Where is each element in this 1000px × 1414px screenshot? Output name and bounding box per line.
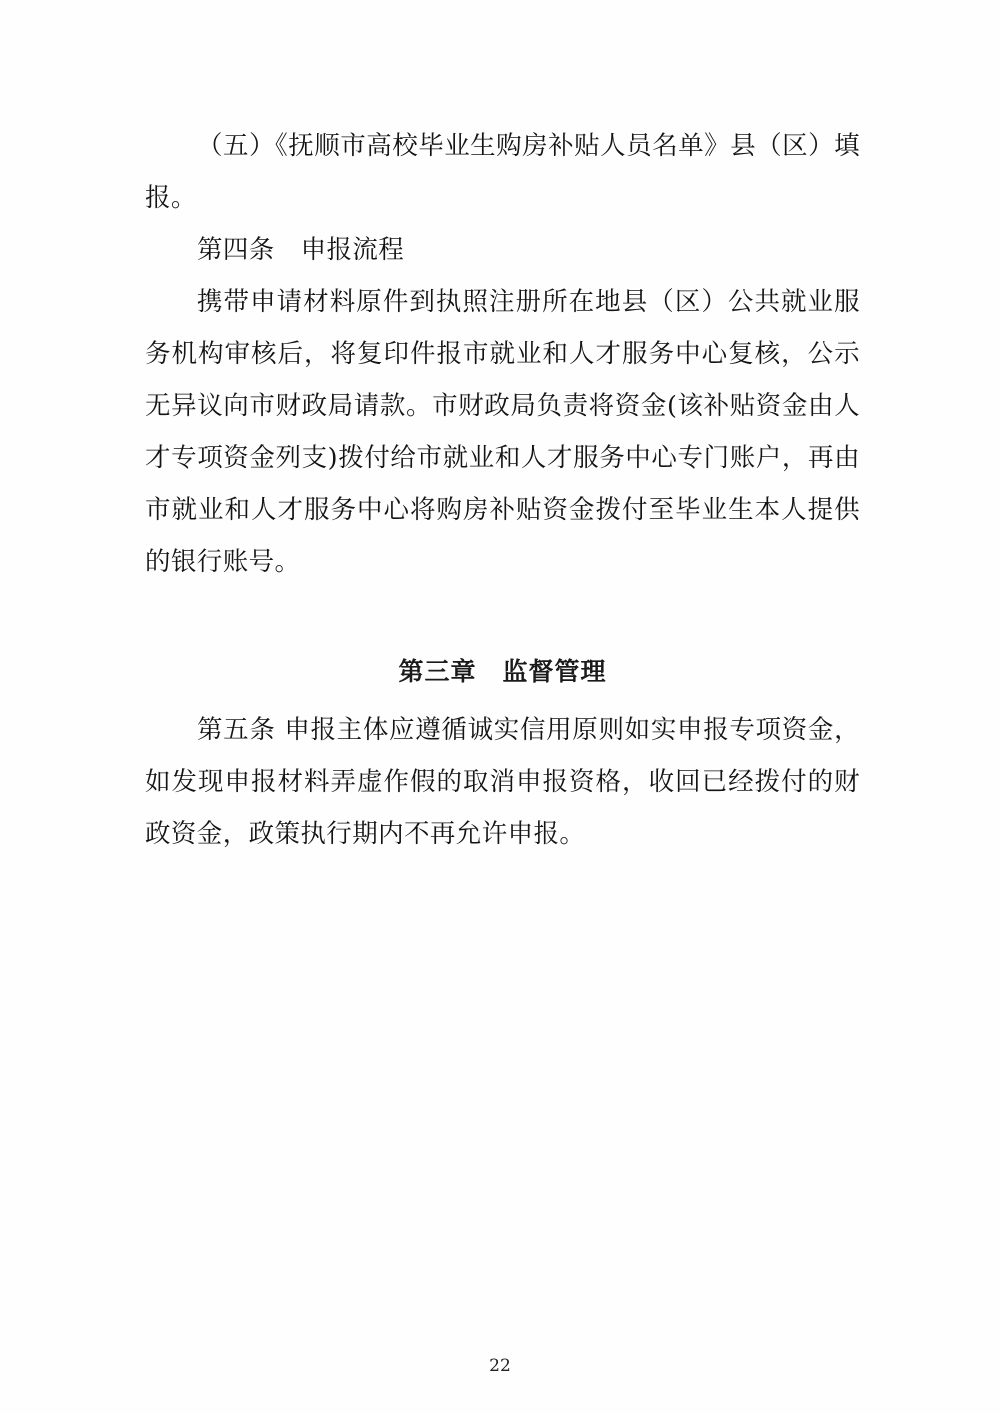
paragraph-article-four-title: 第四条 申报流程 xyxy=(197,235,405,265)
document-body xyxy=(145,120,860,860)
paragraph-article-four-body: 携带申请材料原件到执照注册所在地县（区）公共就业服务机构审核后，将复印件报市就业和人才服务中心复核，公示无异议向市财政局请款。市财政局负责将资金(该补贴资金由人才专项资金列支)拨付给市就业和人才服务中心专门账户，再由市就业和人才服务中心将购房补贴资金拨付至毕业生本人提供的银行账号。 xyxy=(145,287,860,577)
chapter-heading: 第三章 监督管理 xyxy=(398,657,607,686)
section-spacer xyxy=(145,588,860,646)
paragraph-article-five: 第五条 申报主体应遵循诚实信用原则如实申报专项资金，如发现申报材料弄虚作假的取消申报资格，收回已经拨付的财政资金，政策执行期内不再允许申报。 xyxy=(145,715,860,849)
page-number: 22 xyxy=(489,1356,511,1376)
paragraph-item-five: （五）《抚顺市高校毕业生购房补贴人员名单》县（区）填报。 xyxy=(145,131,860,213)
